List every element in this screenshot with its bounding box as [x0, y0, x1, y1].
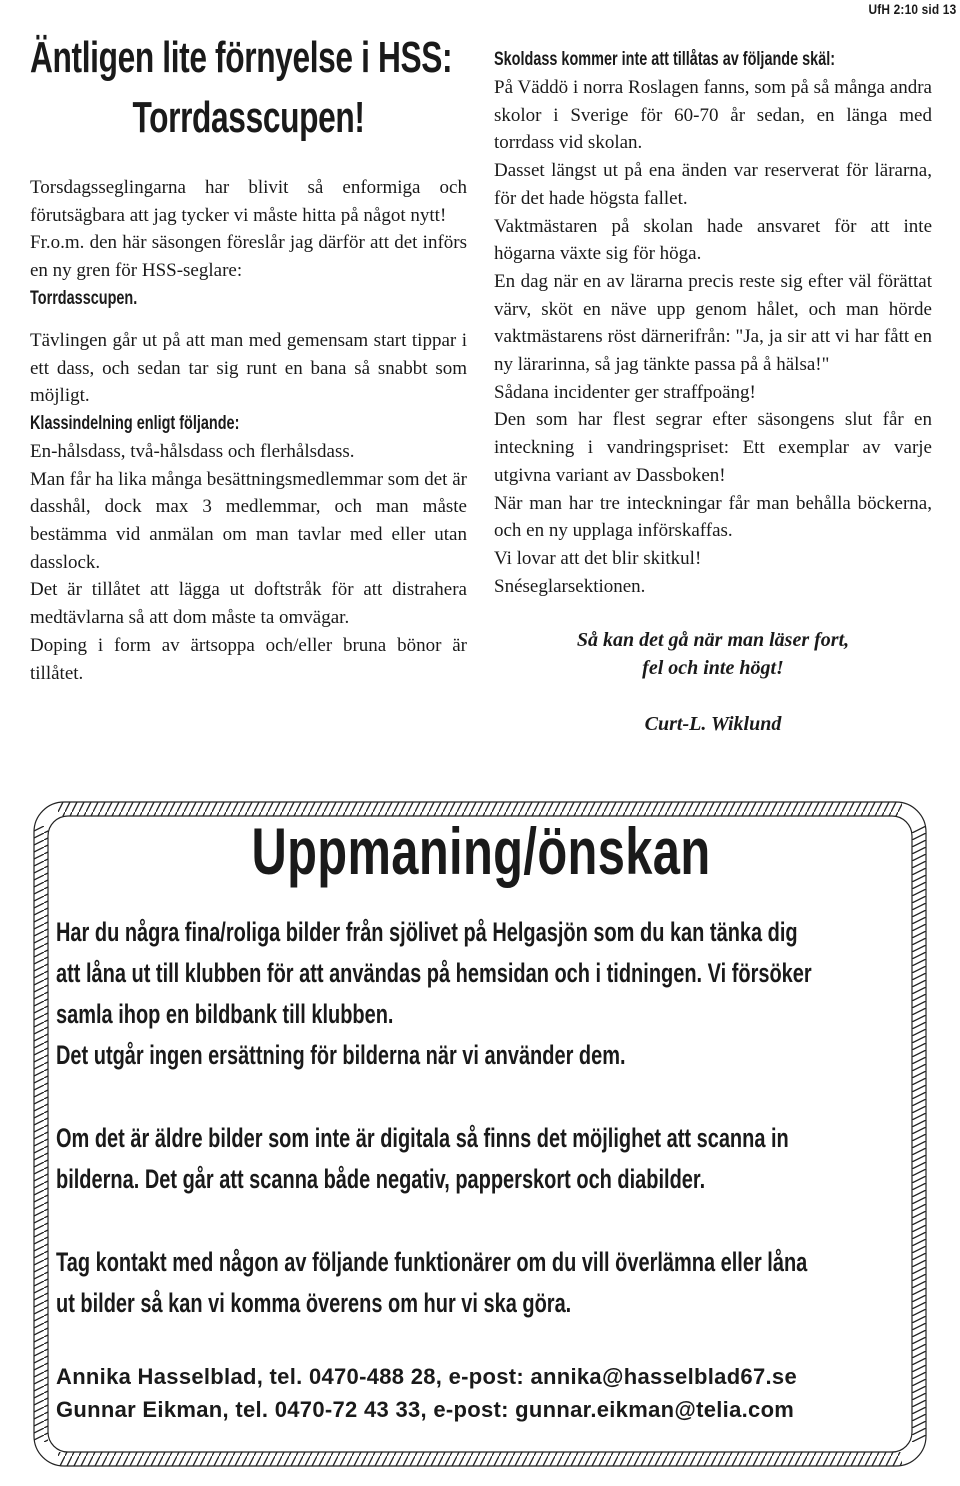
scent-paragraph: Det är tillåtet att lägga ut doftstråk för att distrahera medtävlarna så att dom måste ta omvägar. — [30, 579, 467, 629]
contact-list — [56, 1360, 906, 1426]
doping-paragraph: Doping i form av ärtsoppa och/eller bruna bönor är tillåtet. — [30, 634, 467, 684]
notice-line: att låna ut till klubben för att användas på hemsidan och i tidningen. Vi försöker — [56, 958, 812, 988]
janitor-paragraph: Vaktmästaren på skolan hade ansvaret för att inte högarna växte sig för höga. — [494, 215, 932, 265]
competition-paragraph: Tävlingen går ut på att man med gemensam start tippar i ett dass, och sedan tar sig runt en bana så snabbt som möjligt. — [30, 329, 467, 407]
cup-name: Torrdasscupen. — [30, 287, 138, 309]
notice-line: Det utgår ingen ersättning för bilderna när vi använder dem. — [56, 1040, 626, 1070]
notice-line: bilderna. Det går att scanna både negativ, papperskort och diabilder. — [56, 1164, 706, 1194]
notice-paragraph-1 — [56, 912, 906, 1076]
article-left-column — [30, 28, 467, 687]
prize-paragraph: Den som har flest segrar efter säsongens slut får en inteckning i vandringspriset: Ett exemplar av varje utgivna variant av Dassboken! — [494, 409, 932, 486]
class-heading: Klassindelning enligt följande: — [30, 412, 240, 434]
notice-title: Uppmaning/önskan — [251, 814, 711, 888]
school-heading: Skoldass kommer inte att tillåtas av följande skäl: — [494, 49, 836, 70]
contact-annika: Annika Hasselblad, tel. 0470-488 28, e-post: annika@hasselblad67.se — [56, 1364, 797, 1389]
notice-line: Om det är äldre bilder som inte är digitala så finns det möjlighet att scanna in — [56, 1123, 789, 1153]
article-title — [30, 28, 467, 156]
crew-paragraph: Man får ha lika många besättningsmedlemmar som det är dasshål, dock max 3 medlemmar, och man måste bestämma vid anmälan om man tavlar med eller utan dasslock. — [30, 468, 467, 573]
quote-author: Curt-L. Wiklund — [644, 713, 782, 736]
vaddo-paragraph: På Väddö i norra Roslagen fanns, som på så många andra skolor i Sverige för 60-70 år sedan, en länga med torrdass vid skolan. — [494, 77, 932, 154]
notice-line: Tag kontakt med någon av följande funktionärer om du vill överlämna eller låna — [56, 1247, 808, 1277]
penalty-paragraph: Sådana incidenter ger straffpoäng! — [494, 381, 756, 403]
reserved-paragraph: Dasset längst ut på ena änden var reserverat för lärarna, för det hade högsta fallet. — [494, 160, 932, 209]
teacher-paragraph: En dag när en av lärarna precis reste sig efter väl förättat värv, sköt en näve upp genom hålet, och man hörde vaktmästarens röst därnerifrån: "Ja, ja sir att vi har fått en ny lärarinna, så jag tänkte passa på å hälsa!" — [494, 270, 932, 376]
notice-line: samla ihop en bildbank till klubben. — [56, 999, 394, 1029]
article-title-line1: Äntligen lite förnyelse i HSS: — [30, 33, 453, 82]
notice-paragraph-3 — [56, 1242, 906, 1324]
notice-box — [56, 812, 906, 1426]
notice-paragraph-2 — [56, 1118, 906, 1200]
article-right-column — [494, 46, 932, 738]
class-text: En-hålsdass, två-hålsdass och flerhålsdass. — [30, 440, 355, 462]
page-header: UfH 2:10 sid 13 — [868, 1, 956, 17]
intro-paragraph-2: Fr.o.m. den här säsongen föreslår jag därför att det införs en ny gren för HSS-seglare: — [30, 232, 467, 282]
intro-paragraph: Torsdagsseglingarna har blivit så enformiga och förutsägbara att jag tycker vi måste hitta på något nytt! — [30, 177, 467, 226]
promise-paragraph: Vi lovar att det blir skitkul! — [494, 547, 702, 569]
notice-line: ut bilder så kan vi komma överens om hur vi ska göra. — [56, 1288, 572, 1318]
quote-line-2: fel och inte högt! — [642, 657, 784, 680]
article-title-line2: Torrdasscupen! — [132, 93, 365, 142]
three-paragraph: När man har tre inteckningar får man behålla böckerna, och en ny upplaga införskaffas. — [494, 492, 932, 542]
notice-line: Har du några fina/roliga bilder från sjölivet på Helgasjön som du kan tänka dig — [56, 917, 798, 947]
quote-line-1: Så kan det gå när man läser fort, — [576, 629, 850, 652]
contact-gunnar: Gunnar Eikman, tel. 0470-72 43 33, e-post: gunnar.eikman@telia.com — [56, 1397, 795, 1422]
signature: Snéseglarsektionen. — [494, 575, 646, 597]
